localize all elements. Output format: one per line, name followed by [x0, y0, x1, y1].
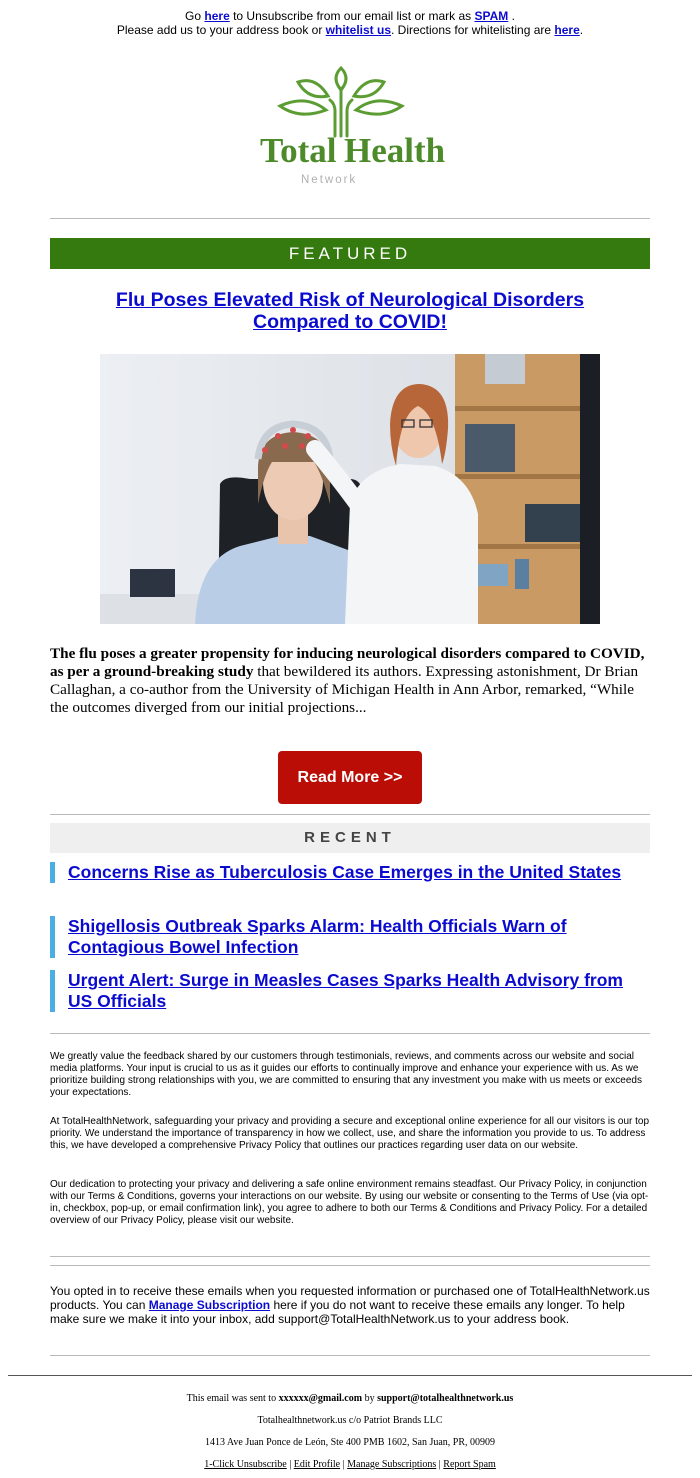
- featured-headline: [80, 289, 620, 333]
- unsubscribe-here-link[interactable]: here: [204, 9, 230, 23]
- whitelist-link[interactable]: whitelist us: [325, 23, 392, 37]
- featured-excerpt: [50, 645, 650, 717]
- logo-text-total: Total: [260, 131, 337, 170]
- note-text: .: [579, 23, 584, 37]
- divider: [50, 1265, 650, 1266]
- sender-email: support@totalhealthnetwork.us: [377, 1393, 514, 1404]
- whitelist-directions-link[interactable]: here: [554, 23, 580, 37]
- excerpt-study-link[interactable]: study: [217, 663, 254, 680]
- link-separator: |: [340, 1459, 348, 1470]
- recent-article-link[interactable]: Concerns Rise as Tuberculosis Case Emerges in the United States: [68, 862, 622, 882]
- edit-profile-link[interactable]: Edit Profile: [293, 1459, 341, 1470]
- manage-subscription-link[interactable]: Manage Subscription: [148, 1298, 271, 1312]
- opt-in-text: You opted in to receive these emails when you requested information or purchased one of TotalHealthNetwork.us products. You can: [50, 1284, 650, 1312]
- feedback-paragraph: We greatly value the feedback shared by our customers through testimonials, reviews, and comments across our website and social media platforms. Your input is crucial to us as it guides our efforts to continually improve and enhance your experience with us. As we prioritize building strong relationships with you, we are committed to ensuring that any investment you make with us meets or exceeds your expectations.: [50, 1051, 642, 1098]
- total-health-network-logo[interactable]: [256, 66, 446, 188]
- note-text: . Directions for whitelisting are: [391, 23, 555, 37]
- recent-article-link[interactable]: Shigellosis Outbreak Sparks Alarm: Health Officials Warn of Contagious Bowel Infection: [68, 916, 567, 957]
- footer-links: [0, 1459, 700, 1471]
- link-separator: |: [436, 1459, 444, 1470]
- terms-paragraph: Our dedication to protecting your privacy and delivering a safe online environment remains steadfast. Our Privacy Policy, in conjunction with our Terms & Conditions, governs your interactions on our website. By using our website or consenting to the Terms of Use (via opt-in, checkbox, pop-up, or email confirmation link), you agree to adhere to both our Terms & Conditions and Privacy Policy. For a detailed overview of our Privacy Policy, please visit our website.: [50, 1179, 649, 1226]
- recent-item: [50, 862, 650, 883]
- divider: [50, 1256, 650, 1257]
- one-click-unsubscribe-link[interactable]: 1-Click Unsubscribe: [204, 1459, 287, 1470]
- logo-subtext: Network: [301, 174, 358, 186]
- note-text: to Unsubscribe from our email list or mark as: [229, 9, 475, 23]
- manage-subscriptions-link[interactable]: Manage Subscriptions: [347, 1459, 437, 1470]
- opt-in-text: here if you do not want to receive these emails any longer. To help make sure we make it into your inbox, add support@TotalHealthNetwork.us to your address book.: [50, 1298, 625, 1326]
- featured-section-label: FEATURED: [50, 238, 650, 269]
- privacy-paragraph: At TotalHealthNetwork, safeguarding your privacy and providing a secure and exceptional online experience for all our visitors is our top priority. We understand the importance of transparency in how we collect, use, and share the information you provide to us. To address this, we have developed a comprehensive Privacy Policy that outlines our practices regarding user data on our website.: [50, 1116, 650, 1151]
- divider: [50, 218, 650, 219]
- footer-text: by: [362, 1393, 378, 1404]
- recent-item: [50, 970, 650, 1012]
- footer-text: This email was sent to: [186, 1393, 279, 1404]
- company-line: Totalhealthnetwork.us c/o Patriot Brands LLC: [257, 1415, 443, 1426]
- divider: [50, 1355, 650, 1356]
- sent-to-line: [0, 1393, 700, 1405]
- recipient-email: xxxxxx@gmail.com: [278, 1393, 363, 1404]
- recent-item: [50, 916, 650, 958]
- logo-text-health: Health: [344, 131, 446, 170]
- unsubscribe-note: [0, 9, 700, 23]
- excerpt-bold-text: The flu poses a greater propensity for inducing neurological disorders compared to COVID, as per a ground-breaking: [50, 645, 645, 680]
- link-separator: |: [286, 1459, 294, 1470]
- divider: [50, 1033, 650, 1034]
- note-text: Go: [185, 9, 205, 23]
- whitelist-note: [0, 23, 700, 37]
- address-line: 1413 Ave Juan Ponce de León, Ste 400 PMB 1602, San Juan, PR, 00909: [204, 1437, 496, 1448]
- footer-divider: [8, 1375, 692, 1376]
- recent-article-link[interactable]: Urgent Alert: Surge in Measles Cases Sparks Health Advisory from US Officials: [68, 970, 623, 1011]
- report-spam-link[interactable]: Report Spam: [443, 1459, 496, 1470]
- recent-section-label: RECENT: [50, 823, 650, 853]
- excerpt-text: that bewildered its authors. Expressing astonishment, Dr Brian Callaghan, a co-author from the University of Michigan Health in Ann Arbor, remarked, “While the outcomes diverged from our initial projections...: [50, 663, 639, 716]
- eeg-lab-photo: [100, 354, 600, 624]
- note-text: Please add us to your address book or: [116, 23, 326, 37]
- featured-image[interactable]: [100, 354, 600, 624]
- logo-graphic: [256, 66, 446, 188]
- spam-link[interactable]: SPAM: [474, 9, 509, 23]
- note-text: .: [508, 9, 515, 23]
- featured-headline-link[interactable]: Flu Poses Elevated Risk of Neurological Disorders Compared to COVID!: [115, 289, 585, 333]
- divider: [50, 814, 650, 815]
- read-more-button[interactable]: Read More >>: [278, 751, 422, 804]
- opt-in-note: [50, 1284, 650, 1326]
